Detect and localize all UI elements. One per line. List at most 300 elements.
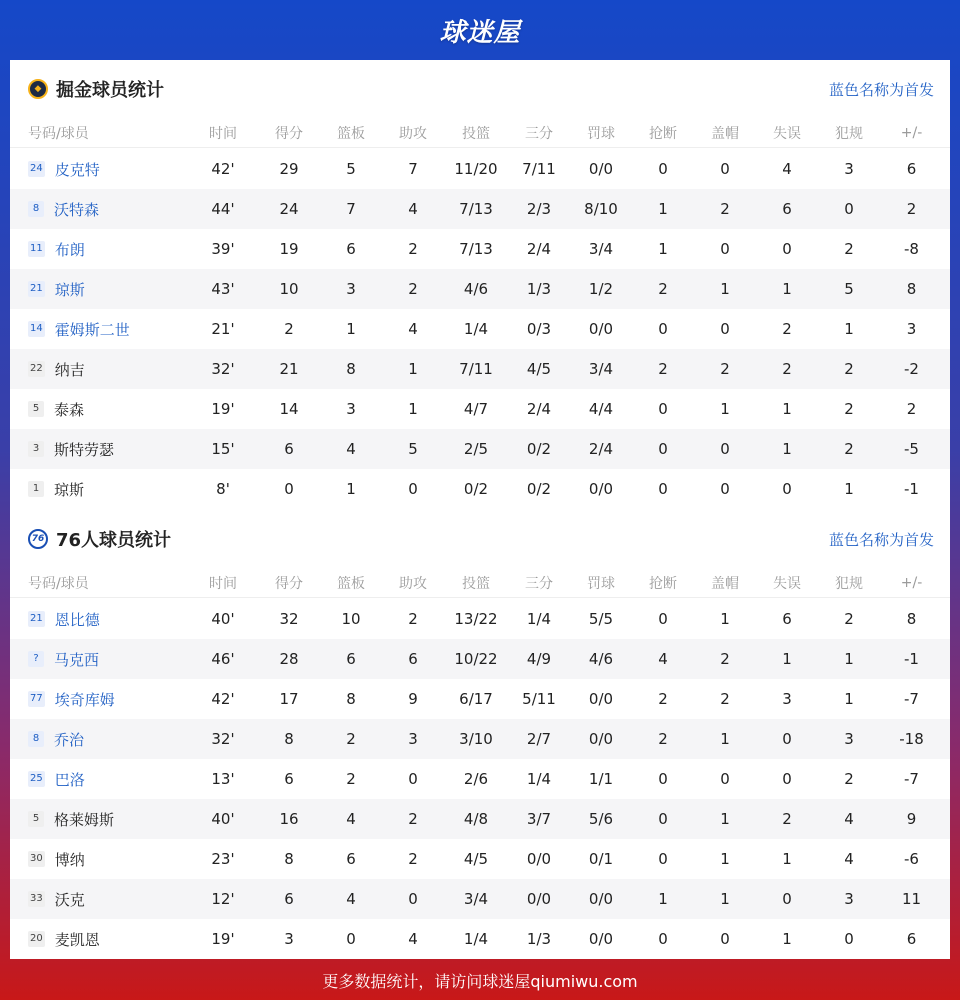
stat-cell: 2: [658, 360, 668, 378]
player-cell: [10, 399, 188, 420]
stat-cell: 1/4: [463, 930, 489, 948]
stat-cell: 4/5: [526, 360, 552, 378]
stat-cell: -2: [904, 360, 919, 378]
stat-cell: 4/6: [463, 280, 489, 298]
stat-cell: 8: [346, 690, 356, 708]
stat-cell: 3/4: [463, 890, 489, 908]
column-header: 抢断: [649, 125, 677, 142]
stat-cell: 6: [906, 930, 917, 948]
column-header: 三分: [525, 575, 553, 592]
jersey-number-badge: 8: [28, 731, 44, 747]
stat-cell: 42': [211, 690, 235, 708]
stat-cell: 1/4: [463, 320, 489, 338]
team-section-76ers: [10, 510, 950, 959]
stat-cell: 2: [720, 200, 730, 218]
stat-cell: 2: [658, 690, 668, 708]
stat-cell: 2: [284, 320, 294, 338]
stat-cell: 0: [658, 610, 668, 628]
stat-cell: 1/3: [526, 930, 552, 948]
player-cell: [10, 199, 188, 220]
player-cell: [10, 609, 188, 630]
stat-cell: 1: [844, 650, 854, 668]
player-name[interactable]: 马克西: [54, 650, 100, 669]
stat-cell: 6: [284, 890, 294, 908]
stat-cell: 6: [782, 200, 792, 218]
stat-cell: 4: [408, 320, 418, 338]
stat-cell: 2/3: [526, 200, 552, 218]
stat-cell: 1: [720, 890, 730, 908]
stat-cell: 4/6: [588, 650, 614, 668]
stat-cell: 1: [782, 850, 792, 868]
stat-cell: 0: [720, 930, 730, 948]
player-row[interactable]: [10, 639, 950, 679]
player-cell: [10, 849, 188, 870]
player-row[interactable]: [10, 759, 950, 799]
stat-cell: 0/2: [526, 480, 552, 498]
section-title-group: [28, 526, 171, 552]
stat-cell: 4: [782, 160, 792, 178]
player-name[interactable]: 琼斯: [54, 480, 85, 499]
stat-cell: 2/4: [526, 400, 552, 418]
stat-cell: 6: [906, 160, 917, 178]
stat-cell: 10: [279, 280, 299, 298]
stat-cell: 6: [284, 770, 294, 788]
stat-cell: 32': [211, 730, 235, 748]
player-row[interactable]: [10, 229, 950, 269]
player-cell: [10, 929, 188, 950]
stat-cell: 1: [658, 240, 668, 258]
stat-cell: 0/0: [588, 690, 614, 708]
stat-cell: 0/3: [526, 320, 552, 338]
stat-cell: 2: [906, 400, 917, 418]
stat-cell: 2: [408, 850, 418, 868]
jersey-number-badge: 24: [28, 161, 45, 177]
stat-cell: 7/11: [459, 360, 493, 378]
stat-cell: 1: [782, 400, 792, 418]
table-header-row: [10, 568, 950, 598]
jersey-number-badge: 3: [28, 441, 44, 457]
stat-cell: -18: [899, 730, 924, 748]
player-row[interactable]: [10, 189, 950, 229]
column-header: 失误: [773, 125, 801, 142]
stat-cell: 0: [720, 240, 730, 258]
stat-cell: 8: [346, 360, 356, 378]
stat-cell: 28: [279, 650, 299, 668]
column-header: 得分: [275, 575, 303, 592]
player-row[interactable]: [10, 269, 950, 309]
stat-cell: 1/4: [526, 610, 552, 628]
stat-cell: 0: [658, 160, 668, 178]
stat-cell: 0: [844, 200, 854, 218]
column-header: 时间: [209, 125, 237, 142]
section-header: [10, 510, 950, 568]
stat-cell: 0: [720, 480, 730, 498]
player-name[interactable]: 纳吉: [54, 360, 85, 379]
stat-cell: 2: [844, 240, 854, 258]
player-row[interactable]: [10, 599, 950, 639]
stat-cell: 3: [844, 890, 854, 908]
stat-cell: 2/5: [463, 440, 489, 458]
player-cell: [10, 439, 188, 460]
player-name[interactable]: 沃特森: [54, 200, 100, 219]
starter-legend: 蓝色名称为首发: [828, 530, 934, 549]
player-cell: [10, 479, 188, 500]
stat-cell: 1/1: [588, 770, 614, 788]
stat-cell: 1: [720, 610, 730, 628]
stats-table: [10, 568, 950, 959]
stat-cell: 16: [279, 810, 299, 828]
player-cell: [10, 689, 188, 710]
section-title: 76人球员统计: [56, 530, 172, 551]
stat-cell: 13/22: [454, 610, 498, 628]
76ers-logo-icon: 76: [28, 529, 48, 549]
column-header: 盖帽: [711, 575, 739, 592]
stat-cell: 2/4: [526, 240, 552, 258]
column-header: 篮板: [337, 125, 365, 142]
stat-cell: 1: [844, 690, 854, 708]
stat-cell: 6: [346, 850, 356, 868]
column-header: 罚球: [587, 575, 615, 592]
stat-cell: 4: [658, 650, 668, 668]
stat-cell: 1: [658, 890, 668, 908]
stat-cell: 46': [211, 650, 235, 668]
player-row[interactable]: [10, 719, 950, 759]
stat-cell: 7: [346, 200, 356, 218]
stat-cell: 4/4: [588, 400, 614, 418]
column-header: 助攻: [399, 125, 427, 142]
stat-cell: 0: [658, 320, 668, 338]
stat-cell: 2: [844, 400, 854, 418]
stat-cell: 4: [408, 200, 418, 218]
stat-cell: 0/0: [588, 480, 614, 498]
stat-cell: 1: [720, 400, 730, 418]
player-row[interactable]: [10, 919, 950, 959]
stat-cell: 1: [720, 280, 730, 298]
stat-cell: 4: [346, 890, 356, 908]
stat-cell: 7/13: [459, 200, 493, 218]
player-cell: [10, 359, 188, 380]
stat-cell: 0/1: [588, 850, 614, 868]
stat-cell: 12': [211, 890, 235, 908]
stat-cell: 11: [901, 890, 922, 908]
stat-cell: 29: [279, 160, 299, 178]
player-name[interactable]: 霍姆斯二世: [54, 320, 130, 339]
column-header: 犯规: [835, 575, 863, 592]
stat-cell: 0: [408, 890, 418, 908]
stat-cell: 8: [906, 610, 917, 628]
column-header: 投篮: [462, 575, 490, 592]
section-title: 掘金球员统计: [56, 80, 164, 101]
stat-cell: 40': [211, 610, 235, 628]
stat-cell: 3: [346, 400, 356, 418]
stat-cell: 10/22: [454, 650, 498, 668]
stat-cell: 3: [844, 160, 854, 178]
stat-cell: 0/0: [588, 160, 614, 178]
stat-cell: 39': [211, 240, 235, 258]
stat-cell: 0: [782, 890, 792, 908]
stat-cell: 17: [279, 690, 299, 708]
stat-cell: 0/0: [588, 730, 614, 748]
stat-cell: 7: [408, 160, 418, 178]
stat-cell: 2/7: [526, 730, 552, 748]
stat-cell: 0: [658, 930, 668, 948]
section-title-group: [28, 76, 164, 102]
stat-cell: 0: [782, 770, 792, 788]
stat-cell: 3/4: [588, 240, 614, 258]
stat-cell: 2: [720, 690, 730, 708]
stat-cell: -7: [904, 690, 919, 708]
stat-cell: 4: [346, 810, 356, 828]
player-name[interactable]: 皮克特: [54, 160, 100, 179]
stat-cell: -1: [904, 650, 919, 668]
stat-cell: 8: [284, 730, 294, 748]
stat-cell: 2: [782, 360, 792, 378]
player-row[interactable]: [10, 799, 950, 839]
player-name[interactable]: 恩比德: [54, 610, 100, 629]
stat-cell: 2: [658, 730, 668, 748]
stat-cell: 3/4: [588, 360, 614, 378]
stat-cell: 2: [408, 610, 418, 628]
stat-cell: 0: [658, 850, 668, 868]
stat-cell: 3: [782, 690, 792, 708]
player-row[interactable]: [10, 879, 950, 919]
stat-cell: 14: [279, 400, 299, 418]
stat-cell: 1: [346, 480, 356, 498]
stat-cell: 19: [279, 240, 299, 258]
stat-cell: 6: [346, 240, 356, 258]
player-row[interactable]: [10, 469, 950, 509]
stat-cell: 8: [284, 850, 294, 868]
stat-cell: 32: [279, 610, 299, 628]
column-header: 失误: [773, 575, 801, 592]
stat-cell: 6: [346, 650, 356, 668]
stat-cell: 21': [211, 320, 235, 338]
stat-cell: 4/5: [463, 850, 489, 868]
stat-cell: 21: [279, 360, 299, 378]
player-name[interactable]: 埃奇库姆: [54, 690, 115, 709]
player-cell: [10, 239, 188, 260]
stat-cell: 6: [284, 440, 294, 458]
player-name[interactable]: 乔治: [54, 730, 85, 749]
team-section-nuggets: [10, 60, 950, 509]
player-name[interactable]: 布朗: [54, 240, 85, 259]
stat-cell: 10: [341, 610, 361, 628]
stat-cell: 8: [906, 280, 917, 298]
jersey-number-badge: 25: [28, 771, 45, 787]
player-cell: [10, 319, 188, 340]
stat-cell: 0/0: [588, 930, 614, 948]
stat-cell: 8/10: [584, 200, 618, 218]
stat-cell: 42': [211, 160, 235, 178]
stat-cell: 4/8: [463, 810, 489, 828]
stat-cell: 1: [408, 400, 418, 418]
column-header: 盖帽: [711, 125, 739, 142]
player-name[interactable]: 泰森: [54, 400, 85, 419]
stat-cell: 13': [211, 770, 235, 788]
starter-legend: 蓝色名称为首发: [828, 80, 934, 99]
footer-banner: [0, 960, 960, 1000]
player-name[interactable]: 沃克: [54, 890, 85, 909]
stat-cell: 0: [658, 440, 668, 458]
player-cell: [10, 769, 188, 790]
stats-card: [10, 60, 950, 959]
stat-cell: 43': [211, 280, 235, 298]
player-row[interactable]: [10, 679, 950, 719]
stat-cell: 1/3: [526, 280, 552, 298]
column-header: 抢断: [649, 575, 677, 592]
stat-cell: 6: [782, 610, 792, 628]
column-header: +/-: [900, 574, 923, 591]
column-header: 篮板: [337, 575, 365, 592]
stat-cell: 4: [346, 440, 356, 458]
stat-cell: 0: [720, 770, 730, 788]
stat-cell: 2: [782, 810, 792, 828]
column-header: 助攻: [399, 575, 427, 592]
stat-cell: 1: [346, 320, 356, 338]
brand-logo-text: 球迷屋: [439, 17, 521, 48]
stat-cell: 0: [720, 440, 730, 458]
player-name[interactable]: 麦凯恩: [54, 930, 100, 949]
stat-cell: 5: [844, 280, 854, 298]
stat-cell: 0/2: [463, 480, 489, 498]
player-name[interactable]: 格莱姆斯: [54, 810, 115, 829]
column-header: 号码/球员: [28, 125, 89, 142]
stat-cell: 1: [844, 480, 854, 498]
stat-cell: 2: [844, 440, 854, 458]
stat-cell: 4/7: [463, 400, 489, 418]
player-name[interactable]: 琼斯: [54, 280, 85, 299]
stat-cell: 1: [408, 360, 418, 378]
stat-cell: 2: [844, 610, 854, 628]
player-row[interactable]: [10, 839, 950, 879]
stat-cell: 19': [211, 400, 235, 418]
stat-cell: 0: [658, 810, 668, 828]
stat-cell: 2: [658, 280, 668, 298]
stat-cell: 5/5: [588, 610, 614, 628]
stat-cell: 8': [216, 480, 230, 498]
stat-cell: 7/11: [522, 160, 556, 178]
stat-cell: 4/9: [526, 650, 552, 668]
stat-cell: 0/2: [526, 440, 552, 458]
jersey-number-badge: 8: [28, 201, 44, 217]
brand-header: [0, 0, 960, 60]
stat-cell: 1: [720, 850, 730, 868]
stat-cell: 15': [211, 440, 235, 458]
stat-cell: 3: [346, 280, 356, 298]
player-name[interactable]: 斯特劳瑟: [54, 440, 115, 459]
jersey-number-badge: 1: [28, 481, 44, 497]
stat-cell: 6/17: [459, 690, 493, 708]
stat-cell: 3/7: [526, 810, 552, 828]
stat-cell: 5/6: [588, 810, 614, 828]
stat-cell: 11/20: [454, 160, 498, 178]
column-header: 号码/球员: [28, 575, 89, 592]
jersey-number-badge: 11: [28, 241, 45, 257]
player-name[interactable]: 博纳: [54, 850, 85, 869]
stat-cell: 0: [720, 320, 730, 338]
stat-cell: 0: [844, 930, 854, 948]
stat-cell: 9: [408, 690, 418, 708]
stat-cell: 0: [782, 240, 792, 258]
stat-cell: 32': [211, 360, 235, 378]
stat-cell: 0/0: [526, 890, 552, 908]
player-cell: [10, 809, 188, 830]
stat-cell: -8: [904, 240, 919, 258]
stat-cell: 1: [720, 730, 730, 748]
stat-cell: 1: [844, 320, 854, 338]
stat-cell: 2: [844, 360, 854, 378]
stat-cell: 2: [346, 770, 356, 788]
player-name[interactable]: 巴洛: [54, 770, 85, 789]
stat-cell: 2: [720, 360, 730, 378]
jersey-number-badge: 33: [28, 891, 45, 907]
column-header: 罚球: [587, 125, 615, 142]
stat-cell: 5: [408, 440, 418, 458]
stat-cell: 2: [408, 240, 418, 258]
jersey-number-badge: 77: [28, 691, 45, 707]
player-cell: [10, 729, 188, 750]
stat-cell: 0: [346, 930, 356, 948]
stat-cell: 1: [720, 810, 730, 828]
player-row[interactable]: [10, 429, 950, 469]
jersey-number-badge: 22: [28, 361, 45, 377]
jersey-number-badge: 14: [28, 321, 45, 337]
stat-cell: 3: [906, 320, 917, 338]
jersey-number-badge: 21: [28, 281, 45, 297]
jersey-number-badge: 5: [28, 401, 44, 417]
stat-cell: 2/6: [463, 770, 489, 788]
stat-cell: 2: [782, 320, 792, 338]
stat-cell: 2: [408, 280, 418, 298]
stat-cell: 0: [658, 770, 668, 788]
stat-cell: 0/0: [588, 890, 614, 908]
stat-cell: 44': [211, 200, 235, 218]
stat-cell: 4: [844, 810, 854, 828]
stat-cell: 3/10: [459, 730, 493, 748]
stat-cell: 1/2: [588, 280, 614, 298]
stat-cell: -5: [904, 440, 919, 458]
stat-cell: 0: [720, 160, 730, 178]
stat-cell: 24: [279, 200, 299, 218]
stat-cell: 0: [284, 480, 294, 498]
column-header: 得分: [275, 125, 303, 142]
table-header-row: [10, 118, 950, 148]
column-header: 三分: [525, 125, 553, 142]
column-header: +/-: [900, 124, 923, 141]
player-row[interactable]: [10, 309, 950, 349]
player-cell: [10, 649, 188, 670]
stat-cell: -1: [904, 480, 919, 498]
stat-cell: 1: [782, 930, 792, 948]
stats-table: [10, 118, 950, 509]
player-row[interactable]: [10, 149, 950, 189]
stat-cell: 1: [658, 200, 668, 218]
stat-cell: 1: [782, 650, 792, 668]
stat-cell: 6: [408, 650, 418, 668]
stat-cell: 2: [346, 730, 356, 748]
stat-cell: 2: [906, 200, 917, 218]
stat-cell: 9: [906, 810, 917, 828]
stat-cell: 0: [408, 480, 418, 498]
player-row[interactable]: [10, 389, 950, 429]
stat-cell: 3: [408, 730, 418, 748]
stat-cell: 3: [844, 730, 854, 748]
jersey-number-badge: 20: [28, 931, 45, 947]
player-row[interactable]: [10, 349, 950, 389]
stat-cell: 2: [408, 810, 418, 828]
player-cell: [10, 159, 188, 180]
jersey-number-badge: 21: [28, 611, 45, 627]
